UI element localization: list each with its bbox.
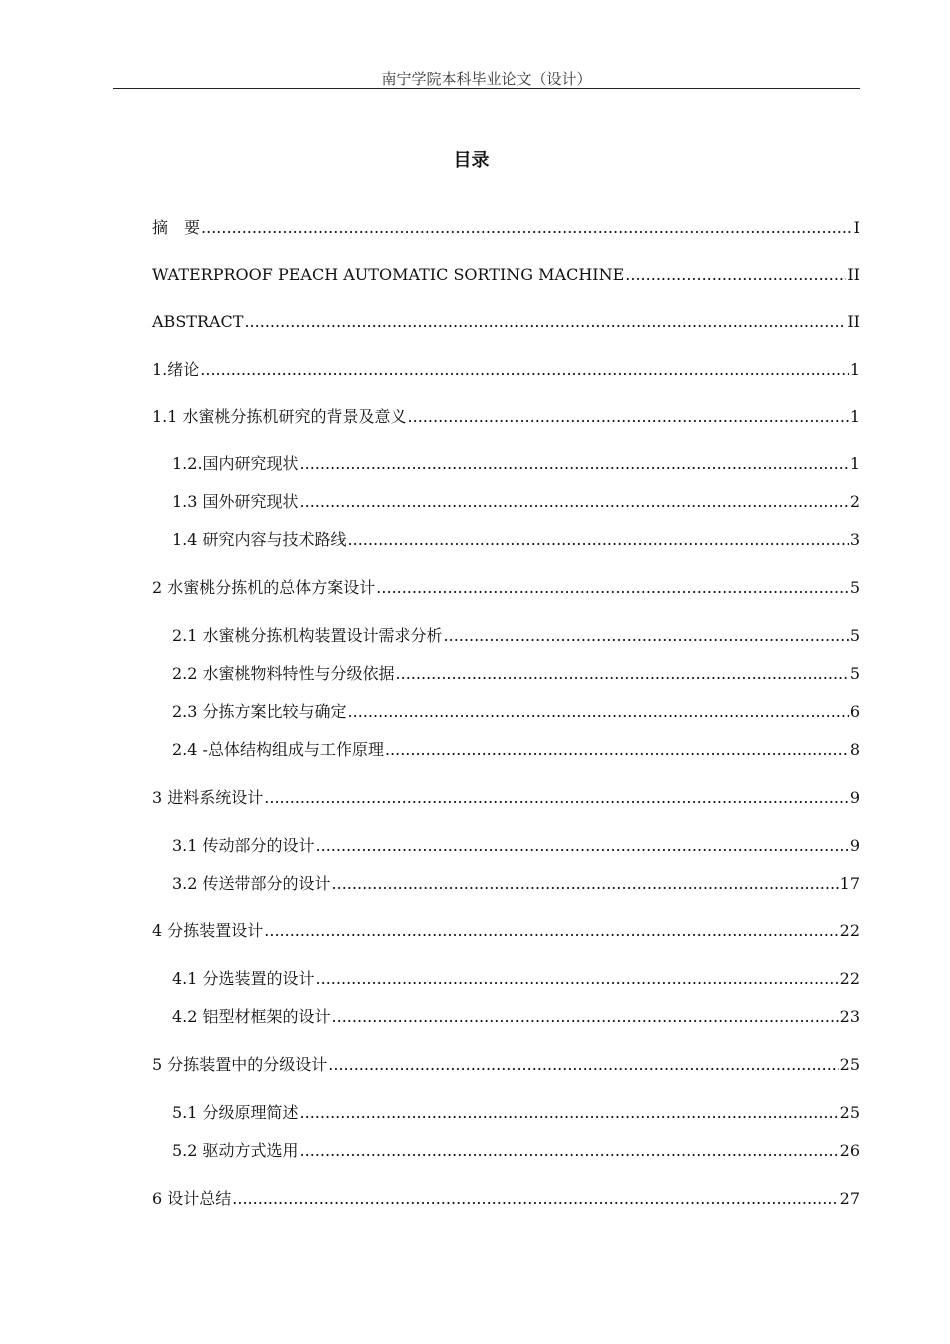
toc-entry-label: 3 进料系统设计 <box>152 788 264 807</box>
toc-entry-label: 5 分拣装置中的分级设计 <box>152 1055 328 1074</box>
toc-entry-page: 27 <box>839 1189 860 1208</box>
toc-entry-page: 1 <box>849 360 860 379</box>
toc-entry-5-1[interactable] <box>172 1101 860 1125</box>
dot-leader <box>348 528 849 552</box>
toc-entry-label: 5.2 驱动方式选用 <box>172 1141 299 1160</box>
dot-leader <box>264 786 849 810</box>
toc-entry-label: 2.3 分拣方案比较与确定 <box>172 702 347 721</box>
toc-entry-4-1[interactable] <box>172 967 860 991</box>
toc-entry-page: 26 <box>839 1141 860 1160</box>
dot-leader <box>444 624 849 648</box>
toc-entry-label: ABSTRACT <box>152 312 244 331</box>
toc-entry-label: 1.3 国外研究现状 <box>172 492 299 511</box>
toc-entry-ch6[interactable] <box>152 1187 860 1211</box>
toc-entry-page: 23 <box>839 1007 860 1026</box>
toc-entry-label: 2 水蜜桃分拣机的总体方案设计 <box>152 578 376 597</box>
toc-entry-2-3[interactable] <box>172 700 860 724</box>
toc-entry-label: 1.1 水蜜桃分拣机研究的背景及意义 <box>152 407 407 426</box>
toc-entry-page: 5 <box>849 578 860 597</box>
toc-entry-page: 25 <box>839 1055 860 1074</box>
toc-entry-label: 3.1 传动部分的设计 <box>172 836 315 855</box>
toc-entry-label: 4.1 分选装置的设计 <box>172 969 315 988</box>
toc-entry-1-3[interactable] <box>172 490 860 514</box>
dot-leader <box>348 700 849 724</box>
toc-entry-page: 17 <box>839 874 860 893</box>
toc-entry-2-1[interactable] <box>172 624 860 648</box>
toc-entry-label: 2.1 水蜜桃分拣机构装置设计需求分析 <box>172 626 443 645</box>
dot-leader <box>396 662 849 686</box>
toc-entry-title-en[interactable] <box>152 263 860 287</box>
toc-entry-ch4[interactable] <box>152 919 860 943</box>
toc-entry-page: II <box>847 312 860 331</box>
dot-leader <box>385 738 849 762</box>
toc-entry-label: 4.2 铝型材框架的设计 <box>172 1007 331 1026</box>
dot-leader <box>300 490 849 514</box>
toc-entry-page: 2 <box>849 492 860 511</box>
toc-entry-5-2[interactable] <box>172 1139 860 1163</box>
dot-leader <box>408 405 849 429</box>
toc-entry-page: 9 <box>849 788 860 807</box>
toc-entry-label: 2.2 水蜜桃物料特性与分级依据 <box>172 664 395 683</box>
toc-entry-2-4[interactable] <box>172 738 860 762</box>
toc-entry-page: 22 <box>839 921 860 940</box>
toc-entry-ch1[interactable] <box>152 358 860 382</box>
toc-entry-1-2[interactable] <box>172 452 860 476</box>
dot-leader <box>332 1005 839 1029</box>
toc-entry-ch5[interactable] <box>152 1053 860 1077</box>
toc-entry-page: 1 <box>849 454 860 473</box>
toc-entry-abstract-cn[interactable] <box>152 216 860 240</box>
toc-entry-page: 9 <box>849 836 860 855</box>
toc-entry-page: 5 <box>849 626 860 645</box>
toc-entry-ch3[interactable] <box>152 786 860 810</box>
dot-leader <box>376 576 849 600</box>
toc-entry-page: 1 <box>849 407 860 426</box>
dot-leader <box>300 452 849 476</box>
toc-entry-page: 5 <box>849 664 860 683</box>
toc-entry-label: 1.2.国内研究现状 <box>172 454 299 473</box>
page-header: 南宁学院本科毕业论文（设计） <box>381 70 592 88</box>
toc-entry-label: 2.4 -总体结构组成与工作原理 <box>172 740 384 759</box>
toc-entry-page: 8 <box>849 740 860 759</box>
toc-entry-ch2[interactable] <box>152 576 860 600</box>
toc-entry-page: 3 <box>849 530 860 549</box>
toc-entry-page: 22 <box>839 969 860 988</box>
dot-leader <box>264 919 838 943</box>
toc-entry-1-1[interactable] <box>152 405 860 429</box>
dot-leader <box>244 310 846 334</box>
toc-entry-abstract-en[interactable] <box>152 310 860 334</box>
toc-entry-page: 6 <box>849 702 860 721</box>
toc-entry-1-4[interactable] <box>172 528 860 552</box>
dot-leader <box>316 834 849 858</box>
dot-leader <box>316 967 839 991</box>
dot-leader <box>332 872 839 896</box>
toc-entry-label: 4 分拣装置设计 <box>152 921 264 940</box>
dot-leader <box>200 358 849 382</box>
toc-entry-label: 摘 要 <box>152 218 201 237</box>
toc-entry-page: 25 <box>839 1103 860 1122</box>
dot-leader <box>625 263 846 287</box>
toc-entry-3-1[interactable] <box>172 834 860 858</box>
toc-entry-label: WATERPROOF PEACH AUTOMATIC SORTING MACHINE <box>152 265 625 284</box>
dot-leader <box>300 1101 839 1125</box>
toc-entry-4-2[interactable] <box>172 1005 860 1029</box>
toc-entry-label: 3.2 传送带部分的设计 <box>172 874 331 893</box>
dot-leader <box>201 216 853 240</box>
dot-leader <box>300 1139 839 1163</box>
toc-entry-3-2[interactable] <box>172 872 860 896</box>
toc-entry-2-2[interactable] <box>172 662 860 686</box>
dot-leader <box>328 1053 838 1077</box>
toc-title: 目录 <box>453 150 490 171</box>
toc-entry-page: II <box>847 265 860 284</box>
toc-entry-label: 1.4 研究内容与技术路线 <box>172 530 347 549</box>
toc-entry-label: 5.1 分级原理简述 <box>172 1103 299 1122</box>
dot-leader <box>232 1187 838 1211</box>
toc-entry-label: 1.绪论 <box>152 360 200 379</box>
toc-entry-page: I <box>853 218 860 237</box>
toc-entry-label: 6 设计总结 <box>152 1189 232 1208</box>
